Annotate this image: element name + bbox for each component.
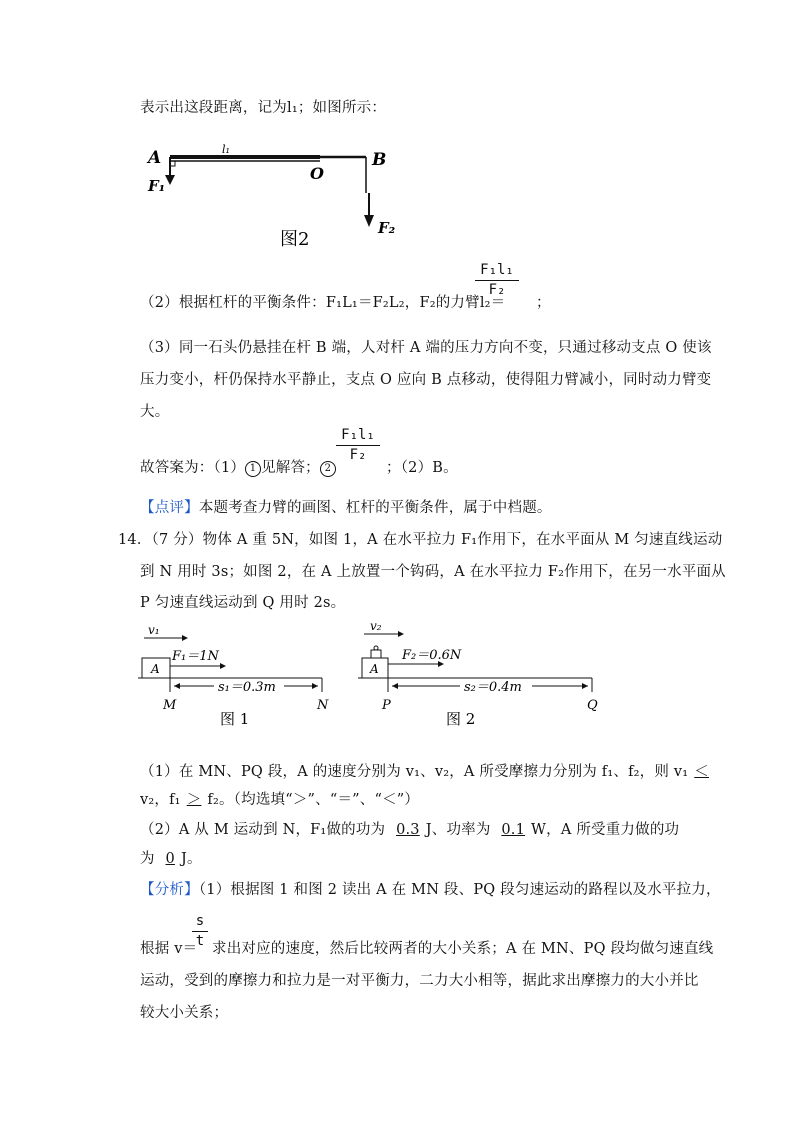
comment-line	[140, 498, 552, 518]
v2-arrowhead	[398, 631, 404, 637]
comment-tag: 【点评】	[140, 500, 199, 516]
sub-2-line-2	[140, 849, 202, 869]
intro-line: 表示出这段距离，记为l₁；如图所示：	[140, 100, 387, 116]
question-14-line-1: 14．（7 分）物体 A 重 5N，如图 1，A 在水平拉力 F₁作用下，在水平面从 M 匀速直线运动	[118, 532, 723, 548]
answer-denominator: F₂	[349, 447, 367, 463]
part-2-body: （2）根据杠杆的平衡条件：F₁L₁＝F₂L₂，F₂的力臂l₂＝	[140, 295, 506, 311]
s1-right-arrowhead	[312, 683, 318, 689]
label-N: N	[317, 698, 329, 713]
comment-text: 本题考查力臂的画图、杠杆的平衡条件，属于中档题。	[198, 500, 552, 516]
part-2-tail: ；	[536, 295, 551, 311]
label-F1: F₁	[148, 177, 166, 195]
sub-1-text-b: v₂，f₁	[140, 792, 181, 808]
f1-value: F₁＝1N	[172, 649, 219, 664]
answer-blank-work: 0.3	[396, 822, 420, 838]
sub-1-text-c: f₂。（均选填“＞”、“＝”、“＜”）	[207, 792, 420, 808]
answer-line	[140, 458, 336, 478]
label-M: M	[163, 698, 177, 713]
analysis-line-2a: 根据 v＝	[140, 941, 198, 957]
label-F2: F₂	[378, 219, 396, 237]
question-14-line-3: P 匀速直线运动到 Q 用时 2s。	[140, 595, 346, 611]
hook-weight-top	[374, 646, 378, 650]
analysis-line-1	[140, 880, 721, 900]
answer-mid: 见解答；	[261, 460, 320, 476]
s2-value: s₂＝0.4m	[464, 680, 522, 695]
sub-1-text-a: （1）在 MN、PQ 段，A 的速度分别为 v₁、v₂，A 所受摩擦力分别为 f₁、f₂，则 v₁	[140, 764, 689, 780]
s1-value: s₁＝0.3m	[218, 680, 276, 695]
v1-label: v₁	[148, 623, 160, 637]
sub-1-line-2	[140, 790, 419, 810]
sub-2-text-e: J。	[180, 851, 202, 867]
block-A-2-label: A	[370, 662, 379, 676]
s2-left-arrowhead	[392, 683, 398, 689]
part-2-text	[140, 293, 505, 313]
answer-blank-v: ＜	[694, 764, 709, 780]
lever-figure	[140, 135, 420, 255]
answer-blank-gravity: 0	[165, 851, 175, 867]
motion-figure-1	[136, 620, 336, 745]
velocity-fraction	[192, 913, 208, 949]
figure-1-caption: 图 1	[220, 710, 250, 728]
answer-blank-f: ＞	[186, 792, 202, 808]
analysis-line-3: 运动，受到的摩擦力和拉力是一对平衡力，二力大小相等，据此求出摩擦力的大小并比	[140, 973, 699, 989]
label-P: P	[382, 698, 391, 713]
velocity-denominator: t	[195, 933, 205, 949]
sub-2-text-a: （2）A 从 M 运动到 N，F₁做的功为	[140, 822, 386, 838]
part-3-line-3: 大。	[140, 404, 170, 420]
l2-denominator: F₂	[488, 282, 506, 298]
label-Q: Q	[587, 698, 598, 713]
f2-value: F₂＝0.6N	[402, 648, 462, 663]
answer-numerator: F₁l₁	[336, 427, 380, 446]
block-A-label: A	[151, 662, 160, 676]
label-B: B	[372, 150, 387, 170]
circled-two: 2	[320, 461, 336, 477]
question-14-line-2: 到 N 用时 3s；如图 2，在 A 上放置一个钩码，A 在水平拉力 F₂作用下，在另一水平面从	[140, 564, 726, 580]
analysis-text-1: （1）根据图 1 和图 2 读出 A 在 MN 段、PQ 段匀速运动的路程以及水平拉力，	[198, 882, 721, 898]
part-3-line-2: 压力变小，杆仍保持水平静止，支点 O 应向 B 点移动，使得阻力臂减小，同时动力臂变	[140, 372, 712, 388]
analysis-line-4: 较大小关系；	[140, 1005, 229, 1021]
answer-fraction	[336, 427, 380, 463]
sub-2-text-b: J、功率为	[425, 822, 491, 838]
answer-prefix: 故答案为：（1）	[140, 460, 246, 476]
part-3-line-1: （3）同一石头仍悬挂在杆 B 端，人对杆 A 端的压力方向不变，只通过移动支点 O 使该	[140, 340, 712, 356]
f1-arrowhead	[165, 175, 175, 185]
label-A: A	[148, 148, 162, 168]
answer-blank-power: 0.1	[501, 822, 526, 838]
motion-figure-2	[356, 614, 606, 745]
l2-numerator: F₁l₁	[475, 262, 519, 281]
l2-fraction	[475, 262, 519, 298]
sub-2-text-d: 为	[140, 851, 155, 867]
label-O: O	[310, 164, 324, 183]
hook-weight	[371, 650, 381, 658]
analysis-line-2b: 求出对应的速度，然后比较两者的大小关系；A 在 MN、PQ 段均做匀速直线	[212, 941, 714, 957]
v2-label: v₂	[370, 619, 382, 633]
f2-arrowhead	[364, 215, 374, 227]
v1-arrowhead	[182, 635, 188, 641]
sub-1-line-1	[140, 762, 715, 782]
circled-one: 1	[245, 461, 261, 477]
sub-2-text-c: W，A 所受重力做的功	[531, 822, 680, 838]
s1-left-arrowhead	[174, 683, 180, 689]
s2-right-arrowhead	[582, 683, 588, 689]
label-l1: l₁	[222, 143, 230, 156]
analysis-tag: 【分析】	[140, 882, 199, 898]
f1-pull-arrowhead	[220, 663, 226, 669]
figure-2-caption: 图 2	[446, 710, 476, 728]
figure-caption: 图2	[280, 229, 310, 250]
sub-2-line-1	[140, 820, 679, 840]
answer-tail: ；（2）B。	[386, 460, 458, 476]
velocity-numerator: s	[192, 913, 208, 932]
